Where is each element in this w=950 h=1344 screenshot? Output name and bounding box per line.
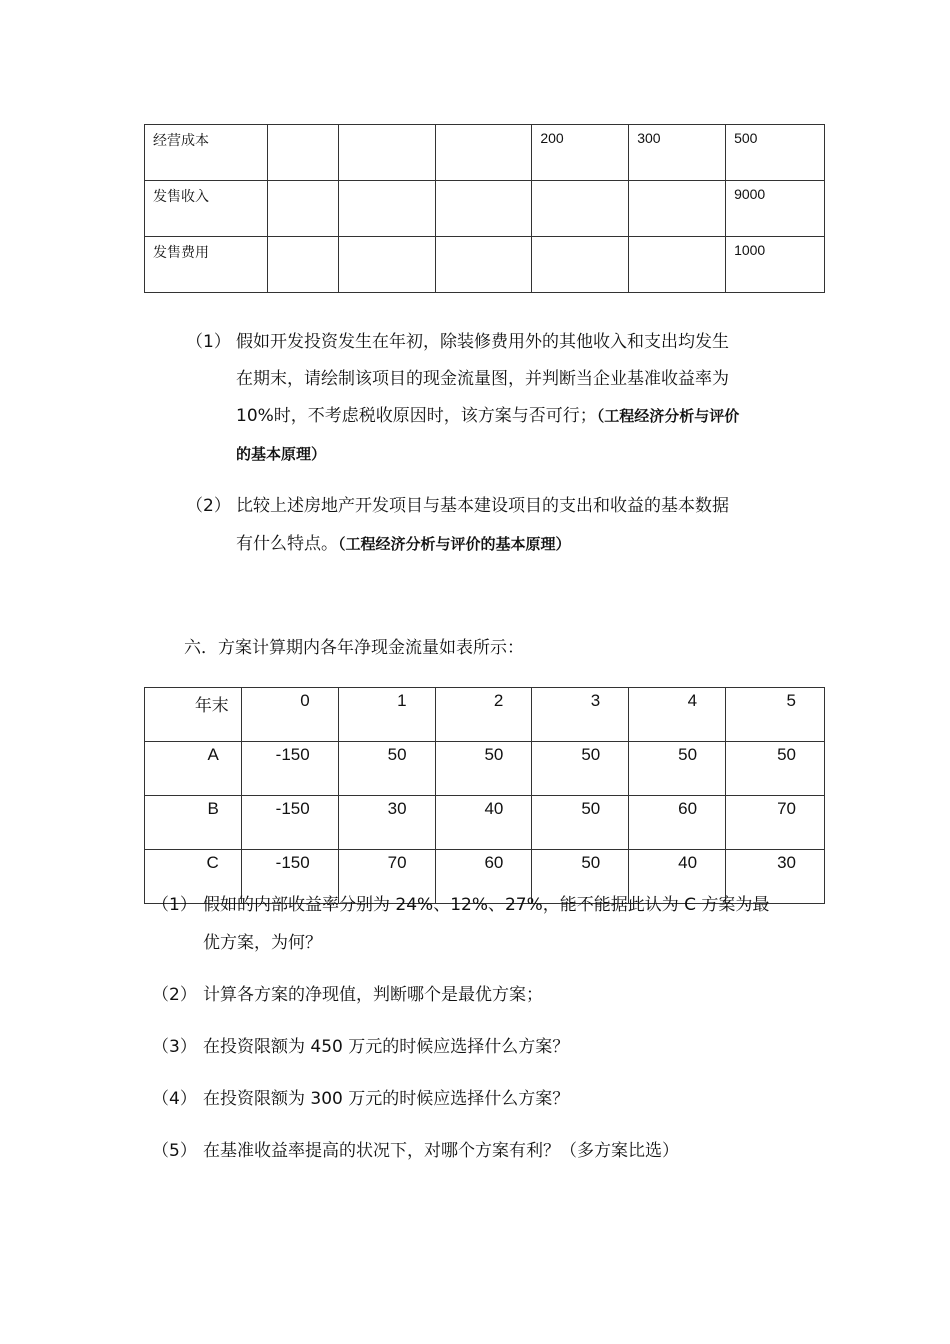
table-cell: -150 bbox=[241, 796, 338, 850]
row-label: 发售收入 bbox=[145, 181, 268, 237]
table-cell: 50 bbox=[338, 742, 435, 796]
table-cell bbox=[629, 181, 726, 237]
q6-item4-num: （4） bbox=[152, 1089, 197, 1109]
row-label: 发售费用 bbox=[145, 237, 268, 293]
table-cell: 500 bbox=[726, 125, 825, 181]
table-row bbox=[145, 742, 825, 796]
table-cell: 70 bbox=[338, 850, 435, 904]
table-cell bbox=[267, 125, 338, 181]
q6-item2-num: （2） bbox=[152, 985, 197, 1005]
table-row bbox=[145, 796, 825, 850]
table-cell: 40 bbox=[435, 796, 532, 850]
table-cell: -150 bbox=[241, 742, 338, 796]
table-cell bbox=[267, 237, 338, 293]
table-cell bbox=[338, 181, 435, 237]
table-cell bbox=[267, 181, 338, 237]
header-cell: 4 bbox=[629, 688, 726, 742]
q5-item1-line4: 的基本原理） bbox=[236, 445, 327, 463]
header-year-end: 年末 bbox=[145, 688, 242, 742]
table-cell: 30 bbox=[338, 796, 435, 850]
table-cell bbox=[532, 181, 629, 237]
cost-table bbox=[144, 124, 825, 293]
q6-item1-line2: 优方案，为何？ bbox=[203, 933, 322, 953]
q5-item1-line2: 在期末，请绘制该项目的现金流量图，并判断当企业基准收益率为 bbox=[236, 369, 729, 389]
table-cell: -150 bbox=[241, 850, 338, 904]
table-cell: 50 bbox=[435, 742, 532, 796]
table-cell: 70 bbox=[726, 796, 825, 850]
table-cell bbox=[338, 125, 435, 181]
q6-heading: 六．方案计算期内各年净现金流量如表所示： bbox=[184, 638, 524, 658]
q6-item1-line1: 假如的内部收益率分别为 24%、12%、27%，能不能据此认为 C 方案为最 bbox=[203, 895, 770, 915]
q5-item1-num: （1） bbox=[186, 332, 231, 352]
table-cell: 300 bbox=[629, 125, 726, 181]
header-cell: 3 bbox=[532, 688, 629, 742]
table-cell bbox=[532, 237, 629, 293]
header-cell: 2 bbox=[435, 688, 532, 742]
q5-item2-line2 bbox=[236, 526, 571, 563]
row-label: B bbox=[145, 796, 242, 850]
q6-item4-line1: 在投资限额为 300 万元的时候应选择什么方案？ bbox=[203, 1089, 570, 1109]
table-cell bbox=[338, 237, 435, 293]
table-cell: 40 bbox=[629, 850, 726, 904]
q6-item2-line1: 计算各方案的净现值，判断哪个是最优方案； bbox=[203, 985, 543, 1005]
q5-item2-source: （工程经济分析与评价的基本原理） bbox=[338, 535, 571, 553]
header-cell: 1 bbox=[338, 688, 435, 742]
table-cell: 50 bbox=[726, 742, 825, 796]
q6-item5-num: （5） bbox=[152, 1141, 197, 1161]
table-cell: 60 bbox=[629, 796, 726, 850]
q5-item1-line3 bbox=[236, 398, 739, 435]
row-label: A bbox=[145, 742, 242, 796]
q5-item1-line3a: 10%时，不考虑税收原因时，该方案与否可行； bbox=[236, 406, 597, 426]
q6-item3-num: （3） bbox=[152, 1037, 197, 1057]
table-cell: 200 bbox=[532, 125, 629, 181]
q5-item1-source: （工程经济分析与评价 bbox=[596, 407, 740, 425]
q6-item1-num: （1） bbox=[152, 895, 197, 915]
table-cell bbox=[435, 181, 532, 237]
header-cell: 0 bbox=[241, 688, 338, 742]
table-cell: 9000 bbox=[726, 181, 825, 237]
table-row bbox=[145, 181, 825, 237]
q5-item2-num: （2） bbox=[186, 496, 231, 516]
table-row bbox=[145, 237, 825, 293]
table-row bbox=[145, 125, 825, 181]
row-label: 经营成本 bbox=[145, 125, 268, 181]
table-cell: 50 bbox=[532, 742, 629, 796]
table-cell: 50 bbox=[532, 796, 629, 850]
table-cell bbox=[435, 237, 532, 293]
table-cell: 1000 bbox=[726, 237, 825, 293]
header-cell: 5 bbox=[726, 688, 825, 742]
table-header-row bbox=[145, 688, 825, 742]
table-cell: 50 bbox=[629, 742, 726, 796]
table-cell bbox=[629, 237, 726, 293]
table-cell: 50 bbox=[532, 850, 629, 904]
row-label: C bbox=[145, 850, 242, 904]
table-cell: 60 bbox=[435, 850, 532, 904]
q6-item3-line1: 在投资限额为 450 万元的时候应选择什么方案？ bbox=[203, 1037, 570, 1057]
cashflow-table bbox=[144, 687, 825, 904]
table-cell: 30 bbox=[726, 850, 825, 904]
table-cell bbox=[435, 125, 532, 181]
q5-item2-line1: 比较上述房地产开发项目与基本建设项目的支出和收益的基本数据 bbox=[236, 496, 729, 516]
q5-item1-line1: 假如开发投资发生在年初，除装修费用外的其他收入和支出均发生 bbox=[236, 332, 729, 352]
q6-item5-line1: 在基准收益率提高的状况下，对哪个方案有利？（多方案比选） bbox=[203, 1141, 679, 1161]
q5-item2-line2a: 有什么特点。 bbox=[236, 534, 338, 554]
